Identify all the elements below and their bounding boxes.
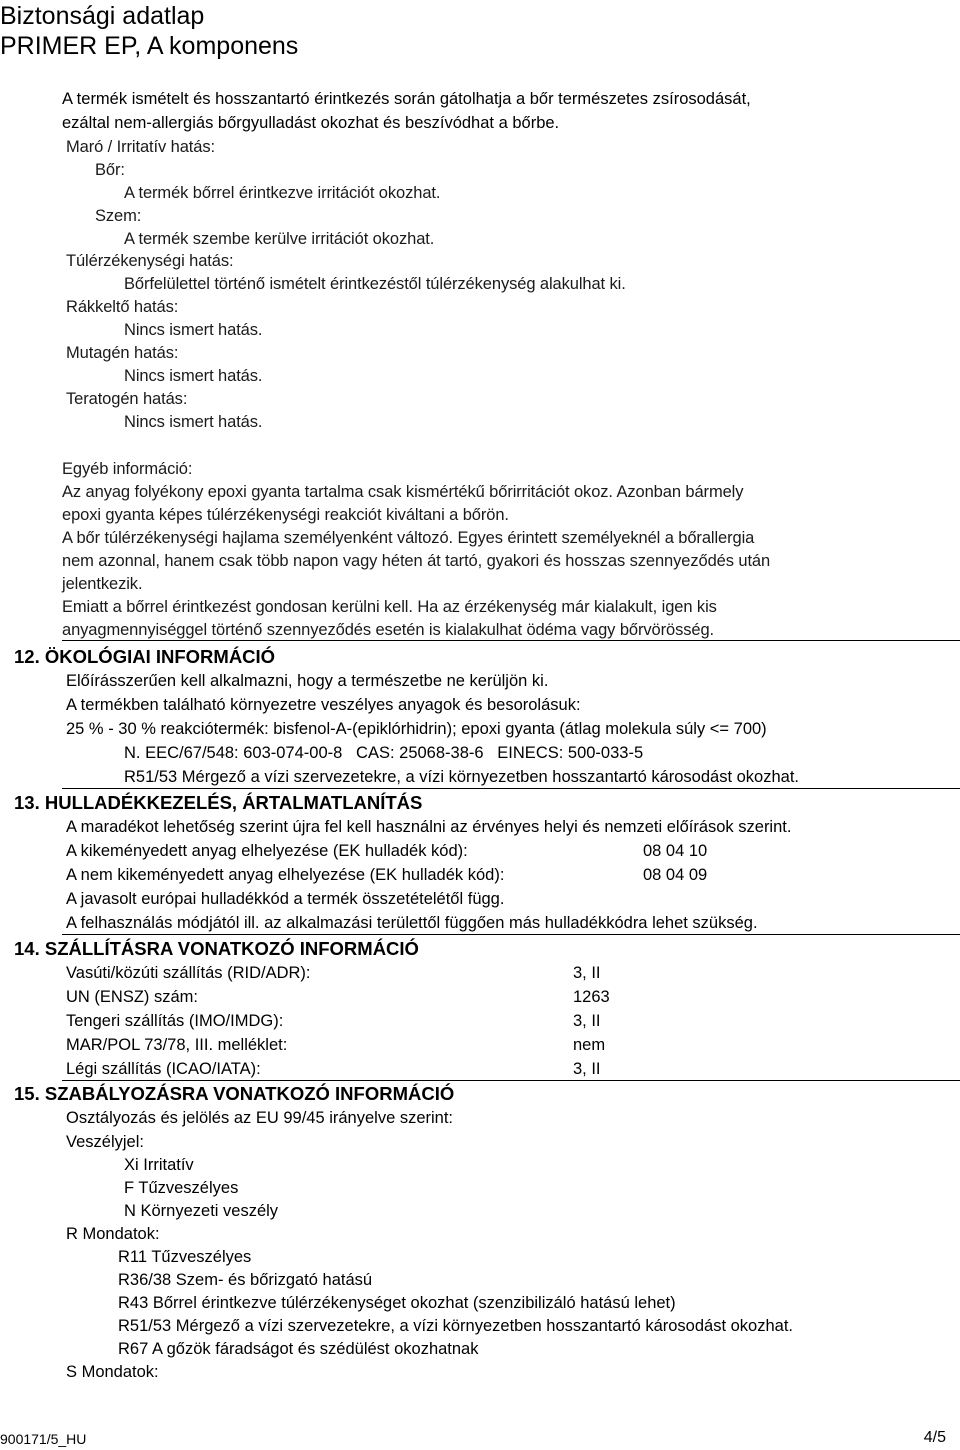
- transport-value: 3, II: [573, 1012, 601, 1030]
- s15-classification: Osztályozás és jelölés az EU 99/45 irányelve szerint:: [66, 1109, 454, 1127]
- hazard-symbol: F Tűzveszélyes: [124, 1179, 239, 1197]
- label-corrosive: Maró / Irritatív hatás:: [66, 138, 215, 156]
- s12-line-2: A termékben található környezetre veszélyes anyagok és besorolásuk:: [66, 696, 581, 714]
- other-info-line-1: Az anyag folyékony epoxi gyanta tartalma csak kismértékű bőrirritációt okoz. Azonban bármely: [62, 483, 744, 501]
- s12-identifiers: N. EEC/67/548: 603-074-00-8 CAS: 25068-38-6 EINECS: 500-033-5: [124, 744, 644, 762]
- section-divider: [62, 640, 960, 641]
- transport-label: Vasúti/közúti szállítás (RID/ADR):: [66, 964, 311, 982]
- s13-uncured-code: 08 04 09: [643, 866, 708, 884]
- label-mutagenic: Mutagén hatás:: [66, 344, 179, 362]
- transport-label: MAR/POL 73/78, III. melléklet:: [66, 1036, 288, 1054]
- text-sensitization: Bőrfelülettel történő ismételt érintkezéstől túlérzékenység alakulhat ki.: [124, 275, 626, 293]
- s13-cured-code: 08 04 10: [643, 842, 708, 860]
- s15-s-label: S Mondatok:: [66, 1363, 159, 1381]
- text-skin: A termék bőrrel érintkezve irritációt okozhat.: [124, 184, 441, 202]
- other-info-line-6: Emiatt a bőrrel érintkezést gondosan kerülni kell. Ha az érzékenység már kialakult, igen kis: [62, 598, 717, 616]
- transport-label: UN (ENSZ) szám:: [66, 988, 198, 1006]
- label-other-info: Egyéb információ:: [62, 460, 193, 478]
- s15-r-label: R Mondatok:: [66, 1225, 160, 1243]
- transport-value: 1263: [573, 988, 610, 1006]
- other-info-line-4: nem azonnal, hanem csak több napon vagy héten át tartó, gyakori és hosszas szennyeződés után: [62, 552, 771, 570]
- s13-uncured-label: A nem kikeményedett anyag elhelyezése (EK hulladék kód):: [66, 866, 505, 884]
- section-divider: [62, 788, 960, 789]
- s12-component: 25 % - 30 % reakciótermék: bisfenol-A-(epiklórhidrin); epoxi gyanta (átlag molekula súly <= 700): [66, 720, 767, 738]
- product-name: PRIMER EP, A komponens: [0, 32, 299, 60]
- risk-phrase: R36/38 Szem- és bőrizgató hatású: [118, 1271, 373, 1289]
- other-info-line-3: A bőr túlérzékenységi hajlama személyenként változó. Egyes érintett személyeknél a bőrallergia: [62, 529, 755, 547]
- text-carcinogenic: Nincs ismert hatás.: [124, 321, 263, 339]
- transport-value: 3, II: [573, 1060, 601, 1078]
- s13-line-1: A maradékot lehetőség szerint újra fel kell használni az érvényes helyi és nemzeti előírások szerint.: [66, 818, 792, 836]
- risk-phrase: R11 Tűzveszélyes: [118, 1248, 252, 1266]
- transport-label: Légi szállítás (ICAO/IATA):: [66, 1060, 261, 1078]
- text-eye: A termék szembe kerülve irritációt okozhat.: [124, 230, 435, 248]
- transport-label: Tengeri szállítás (IMO/IMDG):: [66, 1012, 284, 1030]
- s12-line-1: Előírásszerűen kell alkalmazni, hogy a természetbe ne kerüljön ki.: [66, 672, 549, 690]
- risk-phrase: R67 A gőzök fáradságot és szédülést okozhatnak: [118, 1340, 479, 1358]
- transport-value: nem: [573, 1036, 606, 1054]
- section-divider: [62, 934, 960, 935]
- s12-risk-phrase: R51/53 Mérgező a vízi szervezetekre, a vízi környezetben hosszantartó károsodást okozhat.: [124, 768, 800, 786]
- section-13-heading: 13. HULLADÉKKEZELÉS, ÁRTALMATLANÍTÁS: [14, 792, 423, 813]
- label-carcinogenic: Rákkeltő hatás:: [66, 298, 179, 316]
- s15-hazard-label: Veszélyjel:: [66, 1133, 144, 1151]
- risk-phrase: R51/53 Mérgező a vízi szervezetekre, a vízi környezetben hosszantartó károsodást okozhat.: [118, 1317, 794, 1335]
- hazard-symbol: N Környezeti veszély: [124, 1202, 279, 1220]
- document-id: 900171/5_HU: [0, 1431, 87, 1447]
- label-sensitization: Túlérzékenységi hatás:: [66, 252, 234, 270]
- label-skin: Bőr:: [95, 161, 125, 179]
- hazard-symbol: Xi Irritatív: [124, 1156, 194, 1174]
- other-info-line-7: anyagmennyiséggel történő szennyeződés esetén is kialakulhat ödéma vagy bőrvörösség.: [62, 621, 715, 639]
- s13-cured-label: A kikeményedett anyag elhelyezése (EK hulladék kód):: [66, 842, 468, 860]
- section-12-heading: 12. ÖKOLÓGIAI INFORMÁCIÓ: [14, 646, 276, 667]
- section-15-heading: 15. SZABÁLYOZÁSRA VONATKOZÓ INFORMÁCIÓ: [14, 1083, 455, 1104]
- document-title: Biztonsági adatlap: [0, 2, 205, 30]
- para-intro-2: ezáltal nem-allergiás bőrgyulladást okozhat és beszívódhat a bőrbe.: [62, 114, 560, 132]
- s13-line-4: A javasolt európai hulladékkód a termék összetételétől függ.: [66, 890, 505, 908]
- label-teratogenic: Teratogén hatás:: [66, 390, 188, 408]
- other-info-line-2: epoxi gyanta képes túlérzékenységi reakciót kiváltani a bőrön.: [62, 506, 509, 524]
- transport-value: 3, II: [573, 964, 601, 982]
- para-intro-1: A termék ismételt és hosszantartó érintkezés során gátolhatja a bőr természetes zsírosodását,: [62, 90, 751, 108]
- section-divider: [62, 1080, 960, 1081]
- text-teratogenic: Nincs ismert hatás.: [124, 413, 263, 431]
- other-info-line-5: jelentkezik.: [62, 575, 143, 593]
- label-eye: Szem:: [95, 207, 142, 225]
- page-number: 4/5: [923, 1429, 946, 1446]
- s13-line-5: A felhasználás módjától ill. az alkalmazási területtől függően más hulladékkódra lehet szükség.: [66, 914, 758, 932]
- section-14-heading: 14. SZÁLLÍTÁSRA VONATKOZÓ INFORMÁCIÓ: [14, 938, 419, 959]
- risk-phrase: R43 Bőrrel érintkezve túlérzékenységet okozhat (szenzibilizáló hatású lehet): [118, 1294, 676, 1312]
- text-mutagenic: Nincs ismert hatás.: [124, 367, 263, 385]
